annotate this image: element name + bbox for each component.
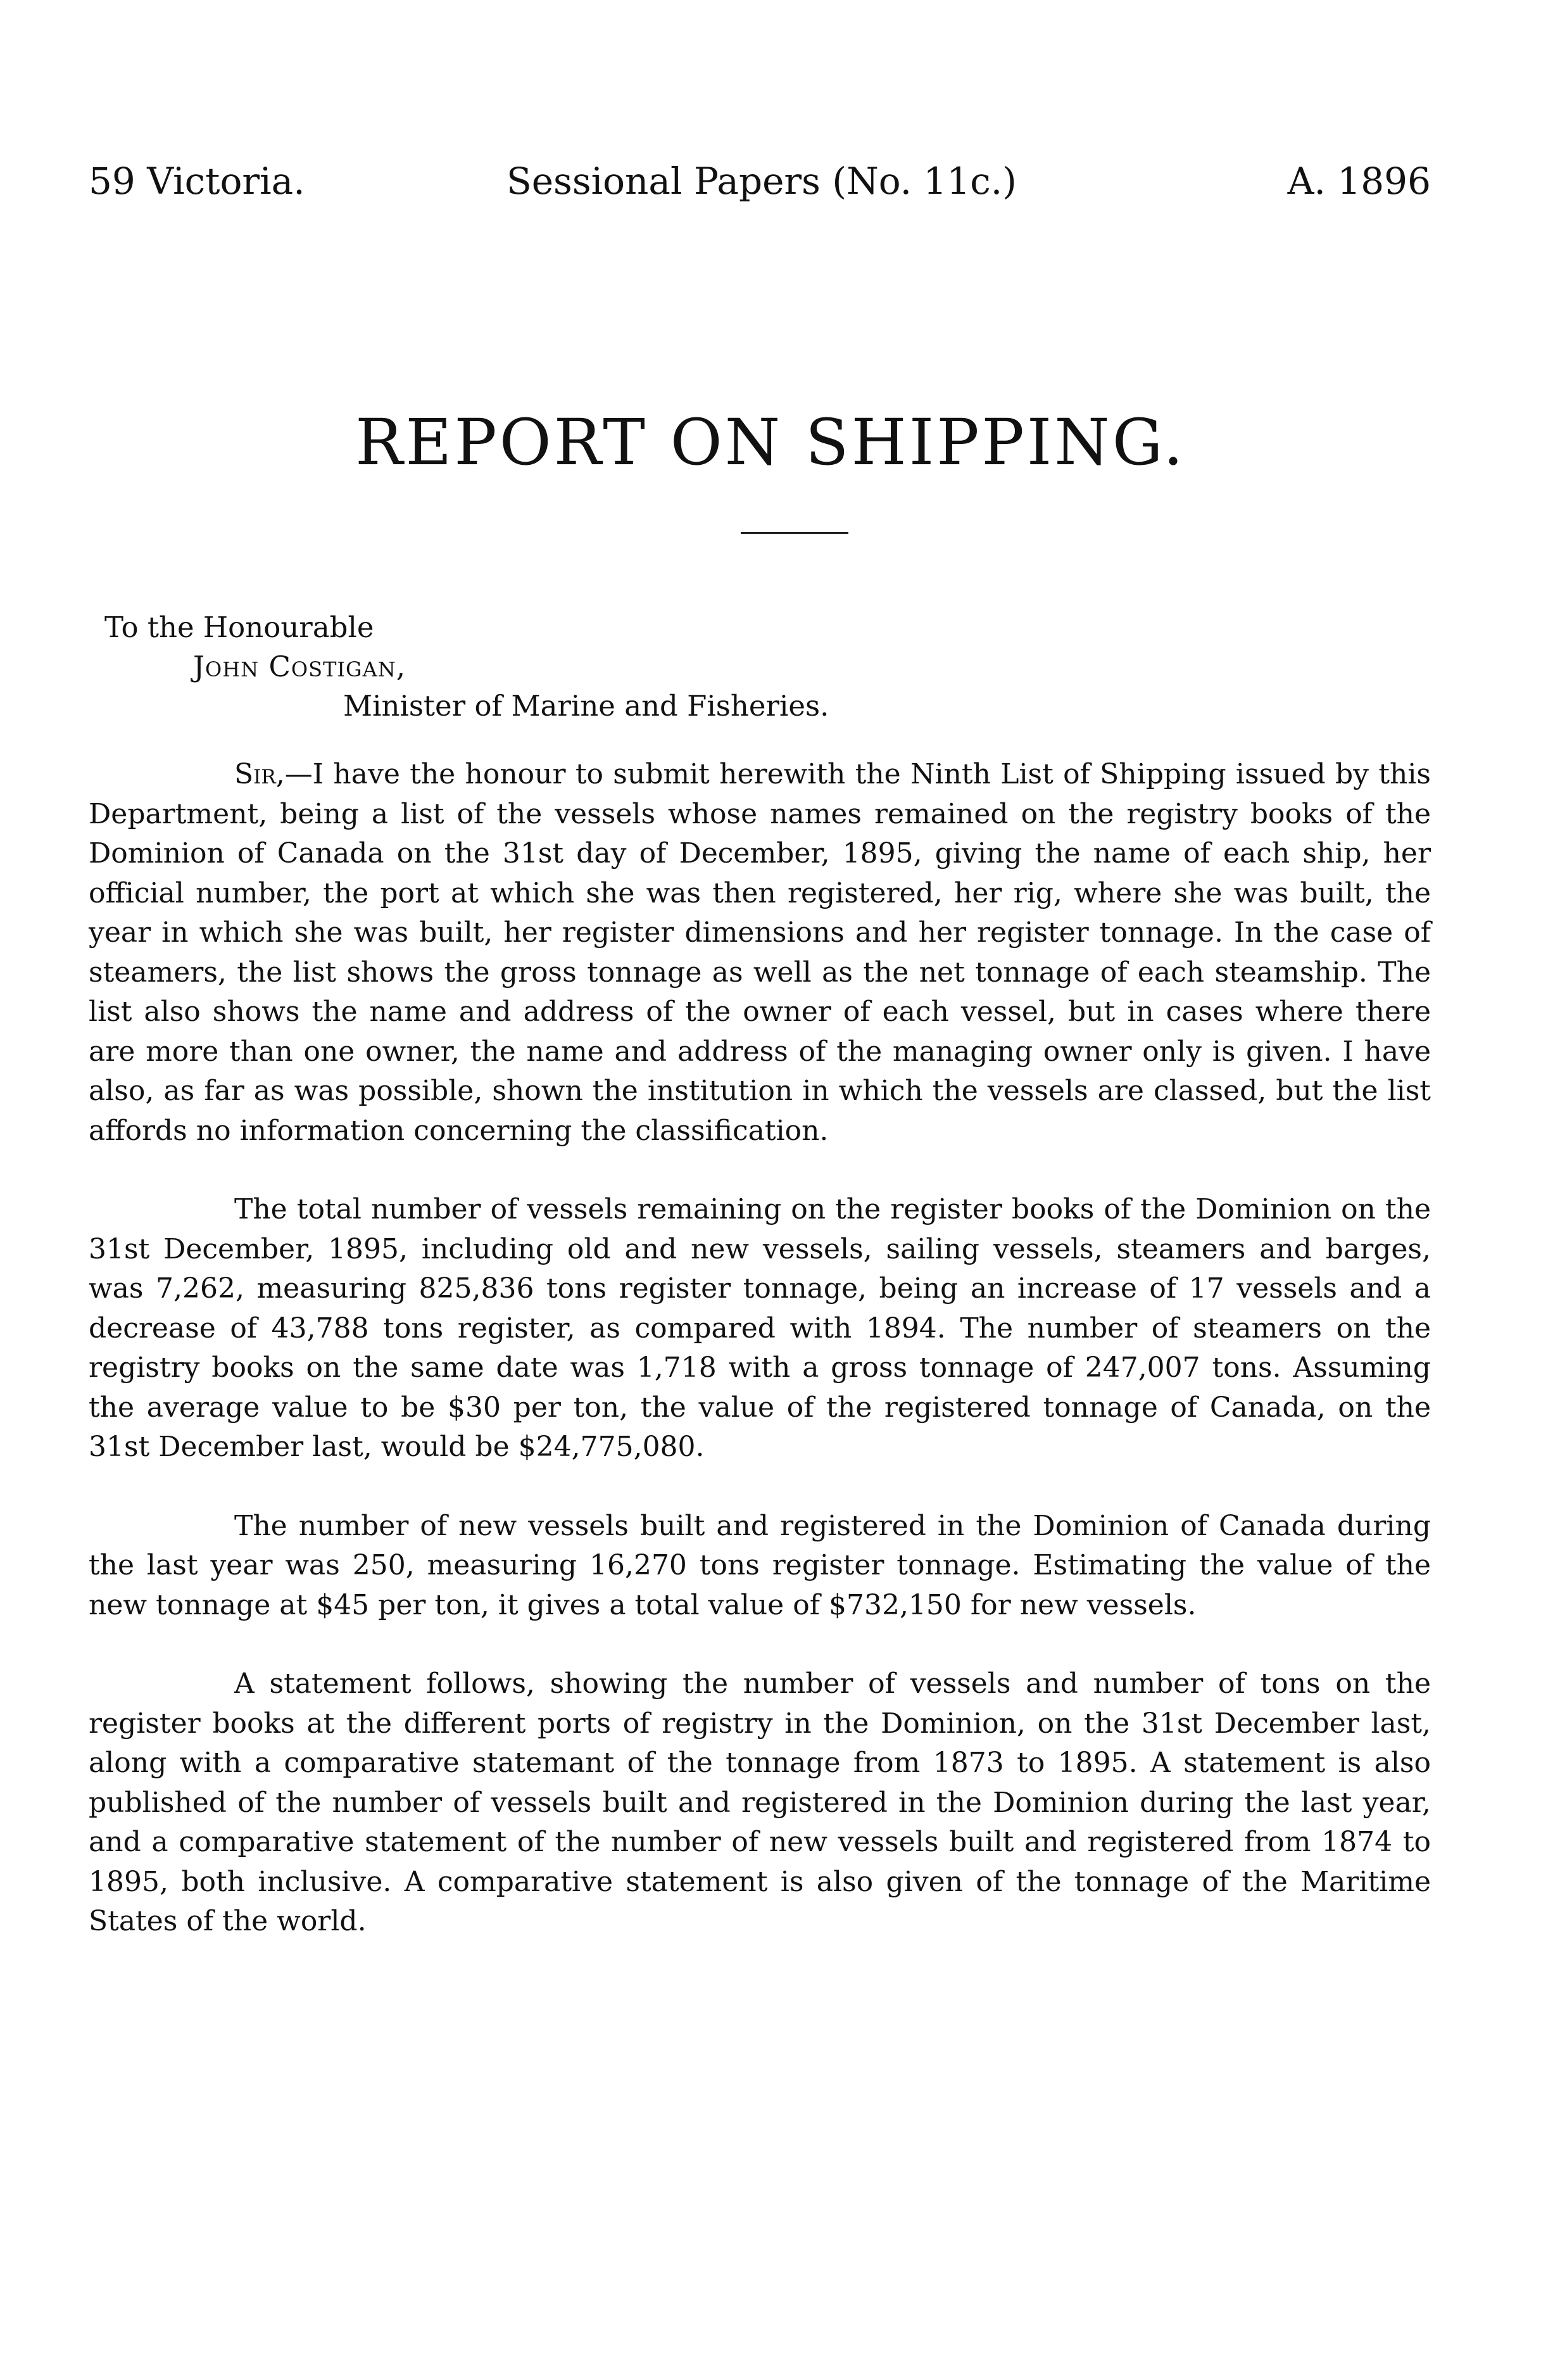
salutation-opening: Sir, <box>234 758 285 790</box>
paragraph-4: A statement follows, showing the number of vessels and number of tons on the register books at the different ports of registry in the Dominion, on the 31st December last, along with a comparative statemant of the tonnage from 1873 to 1895. A statement is also published of the number of vessels built and registered in the Dominion during the last year, and a comparative statement of the number of new vessels built and registered from 1874 to 1895, both inclusive. A comparative statement is also given of the tonnage of the Maritime States of the world. <box>89 1668 1431 1937</box>
header-year: A. 1896 <box>1287 160 1431 203</box>
salutation-line: To the Honourable <box>104 611 374 644</box>
report-body <box>89 755 1431 1981</box>
title-divider <box>741 532 848 534</box>
addressee-name: John Costigan, <box>193 650 406 683</box>
addressee-office: Minister of Marine and Fisheries. <box>343 689 829 723</box>
running-header <box>89 160 1431 210</box>
report-title: REPORT ON SHIPPING. <box>355 405 1186 479</box>
salutation <box>104 608 829 726</box>
paragraph-1-text: —I have the honour to submit herewith the Ninth List of Shipping issued by this Department, being a list of the vessels whose names remained on the registry books of the Dominion of Canada on the 31st day of December, 1895, giving the name of each ship, her official number, the port at which she was then registered, her rig, where she was built, the year in which she was built, her register dimensions and her register tonnage. In the case of steamers, the list shows the gross tonnage as well as the net tonnage of each steamship. The list also shows the name and address of the owner of each vessel, but in cases where there are more than one owner, the name and address of the managing owner only is given. I have also, as far as was possible, shown the institution in which the vessels are classed, but the list affords no information concerning the classification. <box>89 758 1431 1147</box>
paragraph-2: The total number of vessels remaining on the register books of the Dominion on the 31st December, 1895, including old and new vessels, sailing vessels, steamers and barges, was 7,262, measuring 825,836 tons register tonnage, being an increase of 17 vessels and a decrease of 43,788 tons register, as compared with 1894. The number of steamers on the registry books on the same date was 1,718 with a gross tonnage of 247,007 tons. Assuming the average value to be $30 per ton, the value of the registered tonnage of Canada, on the 31st December last, would be $24,775,080. <box>89 1193 1431 1463</box>
paragraph-1 <box>89 755 1431 1151</box>
paragraph-3: The number of new vessels built and registered in the Dominion of Canada during the last year was 250, measuring 16,270 tons register tonnage. Estimating the value of the new tonnage at $45 per ton, it gives a total value of $732,150 for new vessels. <box>89 1509 1431 1621</box>
header-sessional-papers: Sessional Papers (No. 11c.) <box>506 160 1017 203</box>
header-session: 59 Victoria. <box>89 160 305 203</box>
